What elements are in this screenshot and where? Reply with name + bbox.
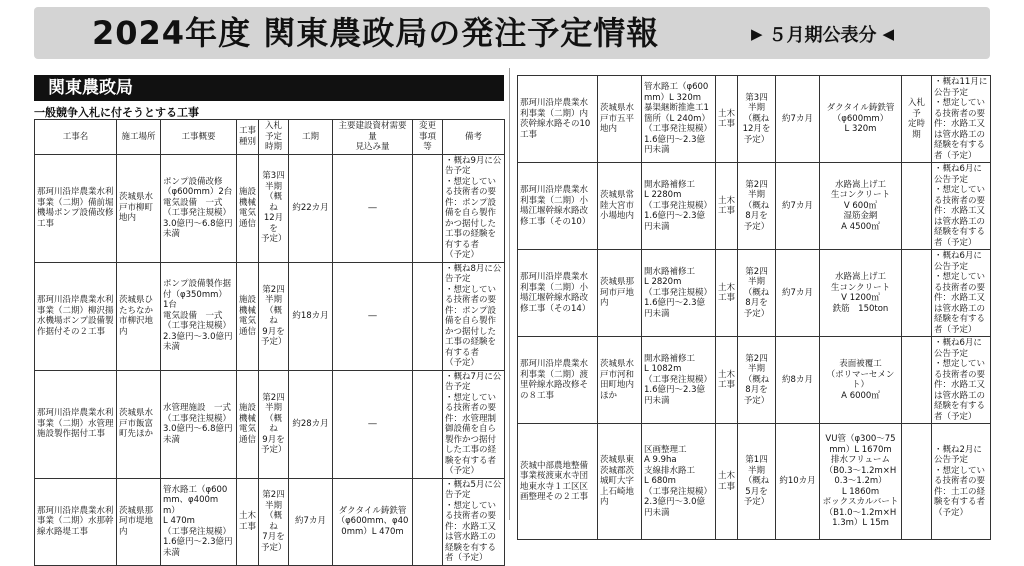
cell-summary: 開水路補修工 L 2280m （工事発注規模） 1.6億円～2.3億円未満 [642, 163, 716, 250]
cell-remarks: ・概ね9月に公告予定 ・想定している技術者の要件：ポンプ設備を自ら製作かつ据付した工事の経験を有する者 （予定） [443, 154, 505, 262]
cell-location: 茨城県常陸大宮市小場地内 [598, 163, 642, 250]
cell-summary: ポンプ設備製作据付（φ350mm） 1台 電気設備 一式 （工事発注規模） 2.3億円～3.0億円未満 [161, 262, 237, 370]
table-row [518, 76, 991, 163]
header-work-type: 工事 種別 [237, 120, 259, 155]
cell-materials: ダクタイル鋳鉄管 （φ600mm、φ400mm）L 470m [333, 478, 413, 565]
period-label: ５月期公表分 [768, 25, 877, 46]
cell-materials: ダクタイル鋳鉄管 （φ600mm） L 320m [820, 76, 902, 163]
header-summary: 工事概要 [161, 120, 237, 155]
cell-work-type: 施設 機械 電気 通信 [237, 370, 259, 478]
table-row [35, 154, 505, 262]
cell-duration: 約22カ月 [289, 154, 333, 262]
cell-changes [902, 163, 932, 250]
cell-bid-period: 第2四 半期 （概ね 8月を 予定） [738, 163, 776, 250]
section-subtitle: 一般競争入札に付そうとする工事 [34, 106, 199, 119]
cell-project-name: 那珂川沿岸農業水利事業（二期）備前堀機場ポンプ設備改修工事 [35, 154, 117, 262]
column-divider [509, 68, 510, 520]
header-changes: 変更 事項等 [413, 120, 443, 155]
cell-remarks: ・概ね2月に公告予定 ・想定している技術者の要件：土工の経験を有する者（予定） [932, 424, 991, 540]
cell-location: 茨城県水戸市河和田町地内ほか [598, 337, 642, 424]
cell-bid-period: 第2四 半期 （概ね 8月を 予定） [738, 250, 776, 337]
cell-project-name: 那珂川沿岸農業水利事業（二期）小場江堰幹線水路改修工事（その14） [518, 250, 598, 337]
cell-project-name: 那珂川沿岸農業水利事業（二期）水管理施設製作据付工事 [35, 370, 117, 478]
cell-location: 茨城県水戸市飯富町先ほか [117, 370, 161, 478]
period-badge [745, 22, 900, 46]
cell-changes [902, 424, 932, 540]
cell-project-name: 茨城中部農地整備事業桜渡東水寺団地東水寺１工区区画整理その２工事 [518, 424, 598, 540]
cell-changes [902, 337, 932, 424]
cell-bid-period: 第2四 半期 （概ね 9月を 予定） [259, 370, 289, 478]
cell-remarks: ・概ね6月に公告予定 ・想定している技術者の要件：水路工又は管水路工の経験を有する者（予定） [932, 337, 991, 424]
cell-duration: 約18カ月 [289, 262, 333, 370]
table-row [35, 262, 505, 370]
cell-remarks: ・概ね7月に公告予定 ・想定している技術者の要件：水管理制御設備を自ら製作かつ据付した工事の経験を有する者 （予定） [443, 370, 505, 478]
cell-duration: 約7カ月 [776, 163, 820, 250]
cell-changes [413, 370, 443, 478]
cell-work-type: 土木 工事 [716, 163, 738, 250]
header-location: 施工場所 [117, 120, 161, 155]
table-row [518, 250, 991, 337]
cell-duration: 約8カ月 [776, 337, 820, 424]
cell-materials: 水路嵩上げ工 生コンクリート V 1200㎥ 鉄筋 150ton [820, 250, 902, 337]
cell-materials: ― [333, 154, 413, 262]
cell-changes [413, 478, 443, 565]
cell-project-name: 那珂川沿岸農業水利事業（二期）水那幹線水路堤工事 [35, 478, 117, 565]
header-bid-period: 入札 予定 時期 [259, 120, 289, 155]
cell-work-type: 土木 工事 [716, 424, 738, 540]
cell-remarks: ・概ね11月に公告予定 ・想定している技術者の要件：水路工又は管水路工の経験を有する者（予定） [932, 76, 991, 163]
left-triangle-icon: ◀ [882, 25, 895, 43]
left-table [34, 119, 505, 566]
cell-remarks: ・概ね8月に公告予定 ・想定している技術者の要件：ポンプ設備を自ら製作かつ据付した工事の経験を有する者 （予定） [443, 262, 505, 370]
cell-bid-period: 第2四 半期 （概ね 7月を 予定） [259, 478, 289, 565]
cell-location: 茨城県水戸市柳町地内 [117, 154, 161, 262]
cell-materials: VU管（φ300～75mm）L 1670m 排水フリューム （B0.3～1.2m×H0.3～1.2m） L 1860m ボックスカルバート （B1.0～1.2m×H1.3m）L 15m [820, 424, 902, 540]
cell-summary: 区画整理工 A 9.9ha 支線排水路工 L 680m （工事発注規模） 2.3億円～3.0億円未満 [642, 424, 716, 540]
cell-bid-period: 第1四 半期 （概ね 5月を 予定） [738, 424, 776, 540]
cell-bid-period: 第2四 半期 （概ね 8月を 予定） [738, 337, 776, 424]
table-row [35, 478, 505, 565]
cell-changes [413, 154, 443, 262]
cell-duration: 約7カ月 [776, 76, 820, 163]
cell-location: 茨城県東茨城郡茨城町大字上石崎地内 [598, 424, 642, 540]
cell-bid-period: 第3四 半期 （概ね 12月を 予定） [738, 76, 776, 163]
cell-materials: ― [333, 370, 413, 478]
page-title: 2024年度 関東農政局の発注予定情報 [92, 14, 660, 52]
cell-materials: ― [333, 262, 413, 370]
header-remarks: 備考 [443, 120, 505, 155]
cell-location: 茨城県ひたちなか市柳沢地内 [117, 262, 161, 370]
cell-summary: 管水路工（φ600mm、φ400mm） L 470m （工事発注規模） 1.6億円～2.3億円未満 [161, 478, 237, 565]
cell-summary: 管水路工（φ600mm）L 320m 暴渠継断推進工1箇所（L 240m） （工事発注規模） 1.6億円～2.3億円未満 [642, 76, 716, 163]
cell-changes [413, 262, 443, 370]
cell-bid-period: 第2四 半期 （概ね 9月を 予定） [259, 262, 289, 370]
right-table [517, 75, 991, 540]
cell-project-name: 那珂川沿岸農業水利事業（二期）渡里幹線水路改修その８工事 [518, 337, 598, 424]
cell-duration: 約7カ月 [776, 250, 820, 337]
header-project-name: 工事名 [35, 120, 117, 155]
cell-duration: 約7カ月 [289, 478, 333, 565]
cell-remarks: ・概ね5月に公告予定 ・想定している技術者の要件：水路工又は管水路工の経験を有する者（予定） [443, 478, 505, 565]
cell-work-type: 土木 工事 [716, 250, 738, 337]
table-row [35, 370, 505, 478]
header-duration: 工期 [289, 120, 333, 155]
cell-materials: 水路嵩上げ工 生コンクリート V 600㎥ 湿筋金網 A 4500㎡ [820, 163, 902, 250]
table-header-row [35, 120, 505, 155]
cell-bid-period: 第3四 半期 （概ね 12月を 予定） [259, 154, 289, 262]
cell-project-name: 那珂川沿岸農業水利事業（二期）柳沢揚水機場ポンプ設備製作据付その２工事 [35, 262, 117, 370]
cell-remarks: ・概ね6月に公告予定 ・想定している技術者の要件：水路工又は管水路工の経験を有する者（予定） [932, 250, 991, 337]
cell-project-name: 那珂川沿岸農業水利事業（二期）内茨幹線水路その10工事 [518, 76, 598, 163]
cell-project-name: 那珂川沿岸農業水利事業（二期）小場江堰幹線水路改修工事（その10） [518, 163, 598, 250]
cell-location: 茨城県那珂市戸地内 [598, 250, 642, 337]
table-row [518, 163, 991, 250]
cell-materials: 表面被覆工 （ポリマーセメント） A 6000㎡ [820, 337, 902, 424]
cell-changes [902, 250, 932, 337]
cell-changes: 入札予 定時期 [902, 76, 932, 163]
cell-work-type: 土木 工事 [716, 337, 738, 424]
cell-summary: 開水路補修工 L 1082m （工事発注規模） 1.6億円～2.3億円未満 [642, 337, 716, 424]
cell-summary: ポンプ設備改修（φ600mm）2台 電気設備 一式 （工事発注規模） 3.0億円～6.8億円未満 [161, 154, 237, 262]
cell-duration: 約10カ月 [776, 424, 820, 540]
cell-work-type: 施設 機械 電気 通信 [237, 262, 259, 370]
header-materials: 主要建設資材需要量 見込み量 [333, 120, 413, 155]
right-triangle-icon: ▶ [751, 25, 763, 43]
table-row [518, 337, 991, 424]
cell-work-type: 土木 工事 [716, 76, 738, 163]
cell-remarks: ・概ね6月に公告予定 ・想定している技術者の要件：水路工又は管水路工の経験を有する者（予定） [932, 163, 991, 250]
table-row [518, 424, 991, 540]
cell-summary: 開水路補修工 L 2820m （工事発注規模） 1.6億円～2.3億円未満 [642, 250, 716, 337]
cell-duration: 約28カ月 [289, 370, 333, 478]
cell-location: 茨城県水戸市五平地内 [598, 76, 642, 163]
cell-work-type: 土木 工事 [237, 478, 259, 565]
cell-work-type: 施設 機械 電気 通信 [237, 154, 259, 262]
cell-location: 茨城県那珂市堤地内 [117, 478, 161, 565]
cell-summary: 水管理施設 一式 （工事発注規模） 3.0億円～6.8億円未満 [161, 370, 237, 478]
section-title: 関東農政局 [34, 75, 504, 101]
